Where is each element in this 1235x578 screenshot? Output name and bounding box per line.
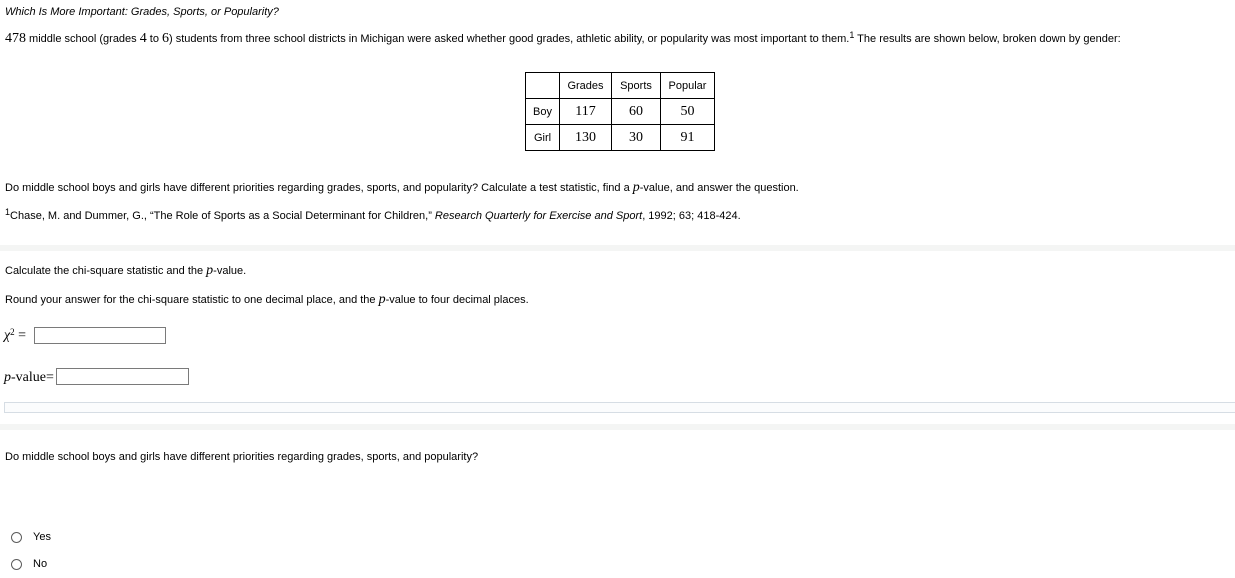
intro-text: to bbox=[146, 33, 163, 45]
citation-text: , 1992; 63; 418-424. bbox=[642, 210, 741, 222]
column-header: Grades bbox=[560, 73, 612, 99]
row-label: Boy bbox=[526, 99, 560, 125]
student-count: 478 bbox=[5, 31, 26, 46]
grade-high: 6 bbox=[162, 31, 170, 46]
p-value-label bbox=[4, 370, 54, 386]
table-cell: 60 bbox=[612, 99, 661, 125]
instruction-text: Calculate the chi-square statistic and the bbox=[5, 265, 207, 277]
problem-title: Which Is More Important: Grades, Sports, or Popularity? bbox=[5, 6, 279, 18]
p-value-suffix: -value= bbox=[11, 370, 54, 385]
chi-symbol: χ bbox=[4, 328, 11, 343]
table-cell: 130 bbox=[560, 125, 612, 151]
table-cell: 91 bbox=[661, 125, 715, 151]
column-header: Sports bbox=[612, 73, 661, 99]
table-cell: 30 bbox=[612, 125, 661, 151]
intro-text: The results are shown below, broken down by gender: bbox=[854, 33, 1121, 45]
chi-square-input[interactable] bbox=[34, 327, 166, 344]
table-cell: 117 bbox=[560, 99, 612, 125]
table-cell: 50 bbox=[661, 99, 715, 125]
column-header: Popular bbox=[661, 73, 715, 99]
citation-text: Chase, M. and Dummer, G., “The Role of Sports as a Social Determinant for Children,” bbox=[10, 210, 435, 222]
p-value-input[interactable] bbox=[56, 368, 189, 385]
question-text-part: -value, and answer the question. bbox=[639, 182, 799, 194]
feedback-bar bbox=[4, 402, 1235, 413]
footnote-mark: 1 bbox=[5, 207, 11, 217]
journal-title: Research Quarterly for Exercise and Sport bbox=[434, 210, 643, 222]
option-label: No bbox=[33, 558, 48, 570]
contingency-table bbox=[525, 72, 715, 151]
part-b-question: Do middle school boys and girls have different priorities regarding grades, sports, and popularity? bbox=[5, 451, 479, 463]
radio-button-no[interactable] bbox=[11, 559, 22, 570]
p-symbol: p bbox=[206, 263, 214, 278]
radio-button-yes[interactable] bbox=[11, 532, 22, 543]
p-symbol: p bbox=[378, 292, 386, 307]
question-text-part: Do middle school boys and girls have different priorities regarding grades, sports, and popularity? Calculate a test statistic, find a bbox=[5, 182, 633, 194]
table-corner-cell bbox=[526, 73, 560, 99]
question-text bbox=[5, 180, 799, 196]
option-yes[interactable] bbox=[11, 530, 51, 544]
p-symbol: p bbox=[4, 370, 11, 385]
chi-exponent: 2 bbox=[10, 327, 15, 337]
table-row bbox=[526, 125, 715, 151]
p-symbol: p bbox=[632, 180, 640, 195]
grade-low: 4 bbox=[139, 31, 147, 46]
instruction-text: -value to four decimal places. bbox=[385, 294, 529, 306]
table-header-row bbox=[526, 73, 715, 99]
section-divider bbox=[0, 424, 1235, 430]
option-no[interactable] bbox=[11, 557, 47, 571]
footnote-mark: 1 bbox=[849, 30, 855, 40]
intro-text: ) students from three school districts in Michigan were asked whether good grades, athletic ability, or popularity was most important to them. bbox=[169, 33, 850, 45]
row-label: Girl bbox=[526, 125, 560, 151]
instruction-text: -value. bbox=[213, 265, 247, 277]
citation bbox=[5, 207, 741, 222]
section-divider bbox=[0, 245, 1235, 251]
option-label: Yes bbox=[33, 531, 51, 543]
instruction-text: Round your answer for the chi-square statistic to one decimal place, and the bbox=[5, 294, 379, 306]
rounding-instruction bbox=[5, 292, 529, 308]
intro-text: middle school (grades bbox=[26, 33, 140, 45]
problem-intro bbox=[5, 30, 1233, 46]
part-a-instruction bbox=[5, 263, 246, 279]
equals-sign: = bbox=[14, 328, 27, 343]
chi-square-label bbox=[4, 328, 26, 344]
table-row bbox=[526, 99, 715, 125]
